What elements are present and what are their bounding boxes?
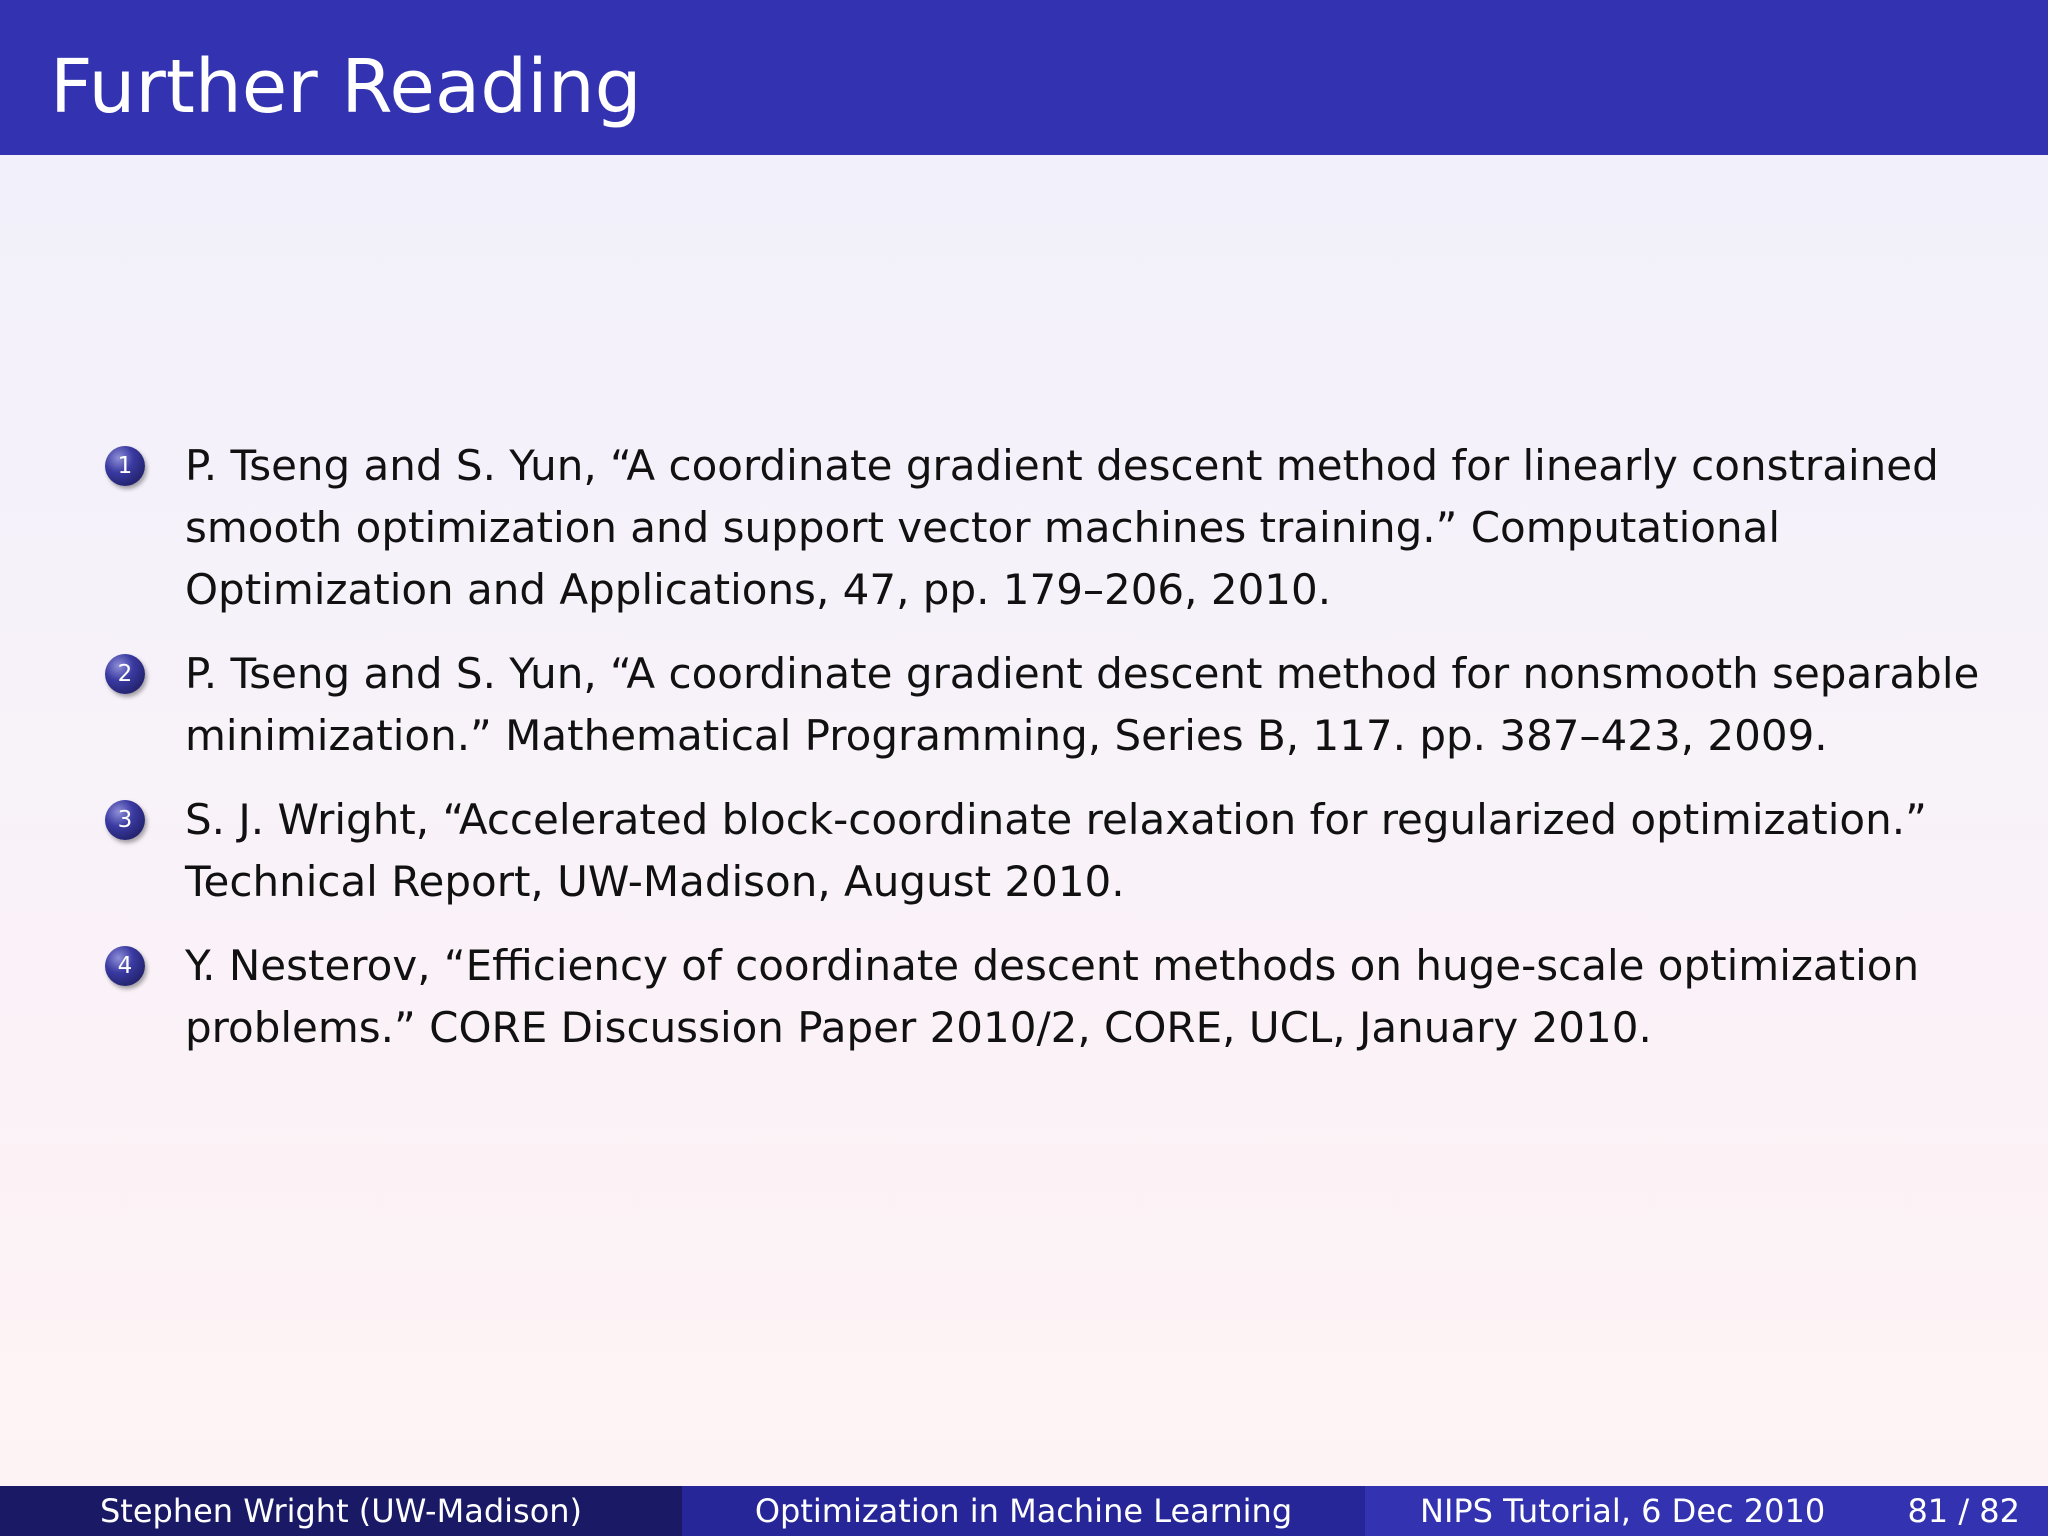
number-badge-icon: 2 xyxy=(105,654,145,694)
number-badge-icon: 3 xyxy=(105,800,145,840)
number-badge-icon: 1 xyxy=(105,446,145,486)
slide-title: Further Reading xyxy=(50,44,642,130)
title-bar xyxy=(0,0,2048,155)
reference-text: P. Tseng and S. Yun, “A coordinate gradient descent method for nonsmooth separable minimization.” Mathematical Programming, Series B, 117. pp. 387–423, 2009. xyxy=(185,649,1980,760)
reference-item-3 xyxy=(105,789,2025,913)
footer-event: NIPS Tutorial, 6 Dec 2010 xyxy=(1420,1492,1826,1530)
footer-author: Stephen Wright (UW-Madison) xyxy=(0,1486,682,1536)
footer-event-section xyxy=(1365,1486,2048,1536)
slide-footer xyxy=(0,1486,2048,1536)
number-badge-icon: 4 xyxy=(105,946,145,986)
reference-text: Y. Nesterov, “Efficiency of coordinate descent methods on huge-scale optimization problems.” CORE Discussion Paper 2010/2, CORE, UCL, January 2010. xyxy=(185,941,1920,1052)
reference-text: S. J. Wright, “Accelerated block-coordinate relaxation for regularized optimization.” Technical Report, UW-Madison, August 2010. xyxy=(185,795,1927,906)
reference-item-4 xyxy=(105,935,2025,1059)
reference-text: P. Tseng and S. Yun, “A coordinate gradient descent method for linearly constrained smooth optimization and support vector machines training.” Computational Optimization and Applications, 47, pp. 179–206, 2010. xyxy=(185,441,1939,614)
reference-list xyxy=(105,435,2025,1081)
reference-item-2 xyxy=(105,643,2025,767)
reference-item-1 xyxy=(105,435,2025,621)
footer-talk-title: Optimization in Machine Learning xyxy=(682,1486,1365,1536)
page-number: 81 / 82 xyxy=(1907,1492,2020,1530)
